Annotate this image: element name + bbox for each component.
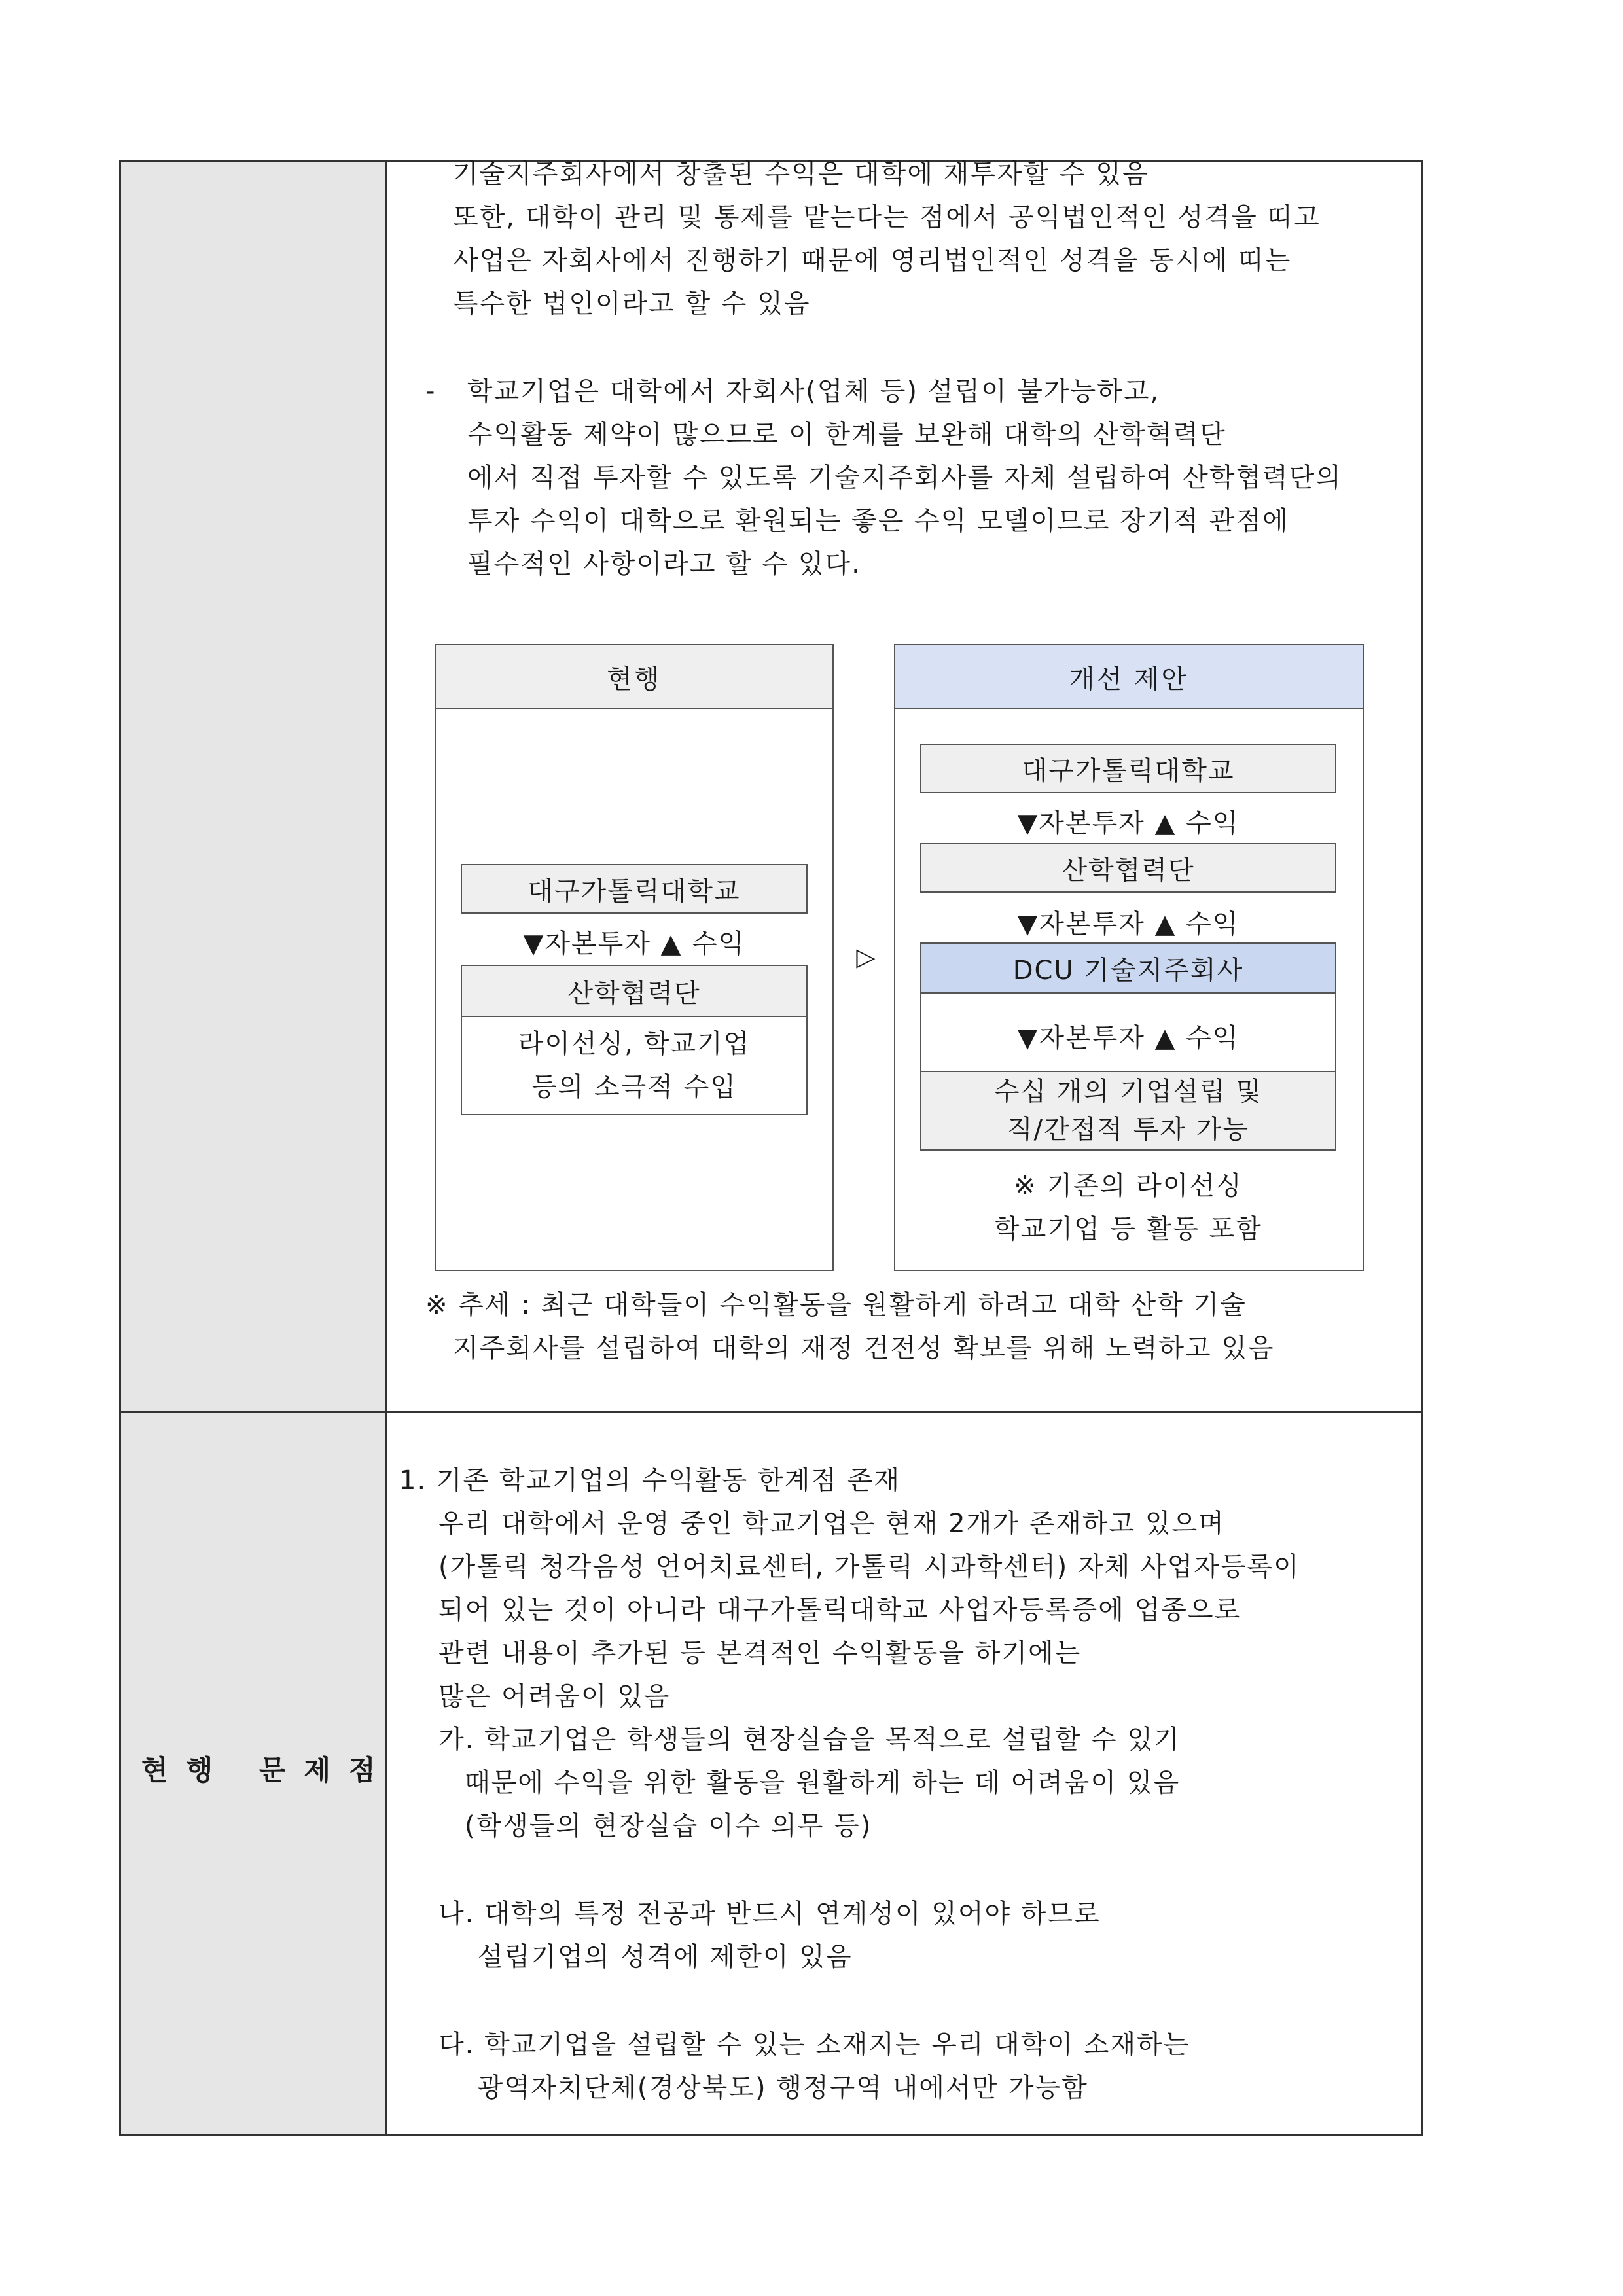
table-left-border (119, 160, 121, 2136)
text-line: 가. 학교기업은 학생들의 현장실습을 목적으로 설립할 수 있기 (438, 1725, 1181, 1755)
table-right-border (1421, 160, 1423, 2136)
text-line: (가톨릭 청각음성 언어치료센터, 가톨릭 시과학센터) 자체 사업자등록이 (438, 1552, 1300, 1582)
proposal-flow-label-3: ▼자본투자 ▲ 수익 (1017, 1023, 1240, 1053)
box-label: 대구가톨릭대학교 (1022, 755, 1235, 786)
text-line: 많은 어려움이 있음 (438, 1681, 671, 1712)
box-label: 산학협력단 (1061, 855, 1195, 886)
current-activity-box (461, 1016, 808, 1115)
holding-company-box (920, 942, 1336, 994)
text-line: 수익활동 제약이 많으므로 이 한계를 보완해 대학의 산학혁력단 (467, 420, 1226, 450)
text-line: 에서 직접 투자할 수 있도록 기술지주회사를 자체 설립하여 산학협력단의 (467, 463, 1342, 493)
text-line: 되어 있는 것이 아니라 대구가톨릭대학교 사업자등록증에 업종으로 (438, 1595, 1241, 1625)
proposal-note-line: 학교기업 등 활동 포함 (994, 1214, 1262, 1244)
box-line: 직/간접적 투자 가능 (1007, 1115, 1250, 1145)
current-panel-title: 현행 (436, 645, 832, 709)
text-line: 광역자치단체(경상북도) 행정구역 내에서만 가능함 (478, 2073, 1088, 2103)
label-column-upper (120, 161, 385, 1411)
table-column-divider (385, 160, 387, 2136)
proposal-flow-label-1: ▼자본투자 ▲ 수익 (1017, 808, 1240, 838)
text-line: 때문에 수익을 위한 활동을 원활하게 하는 데 어려움이 있음 (465, 1768, 1181, 1798)
text-line: 기술지주회사에서 창출된 수익은 대학에 재투자할 수 있음 (453, 159, 1149, 189)
current-university-box (461, 864, 808, 914)
row-label-current-issues: 현행 문제점 (141, 1754, 394, 1786)
text-line: 필수적인 사항이라고 할 수 있다. (467, 549, 861, 579)
proposal-foundation-box (920, 843, 1336, 893)
transition-arrow-icon: ▷ (856, 942, 877, 971)
text-line: 특수한 법인이라고 할 수 있음 (453, 289, 811, 319)
text-line: 사업은 자회사에서 진행하기 때문에 영리법인적인 성격을 동시에 띠는 (453, 245, 1292, 276)
table-row-divider (119, 1411, 1423, 1413)
text-line: 우리 대학에서 운영 중인 학교기업은 현재 2개가 존재하고 있으며 (438, 1509, 1225, 1539)
box-label: 산학협력단 (567, 978, 701, 1009)
text-line: 관련 내용이 추가된 등 본격적인 수익활동을 하기에는 (438, 1638, 1082, 1668)
text-line: 다. 학교기업을 설립할 수 있는 소재지는 우리 대학이 소재하는 (438, 2030, 1190, 2060)
box-line: 수십 개의 기업설립 및 (994, 1077, 1262, 1107)
proposal-panel-title: 개선 제안 (895, 645, 1363, 709)
dash-bullet: - (425, 376, 437, 406)
trend-note-line: ※ 추세 : 최근 대학들이 수익활동을 원활하게 하려고 대학 산학 기술 (425, 1290, 1247, 1320)
proposal-result-box (920, 1071, 1336, 1151)
section-heading: 1. 기존 학교기업의 수익활동 한계점 존재 (399, 1465, 901, 1496)
text-line: 나. 대학의 특정 전공과 반드시 연계성이 있어야 하므로 (438, 1899, 1101, 1929)
text-line: 또한, 대학이 관리 및 통제를 맡는다는 점에서 공익법인적인 성격을 띠고 (453, 202, 1321, 232)
proposal-university-box (920, 744, 1336, 793)
table-bottom-border (119, 2134, 1423, 2136)
text-line: 설립기업의 성격에 제한이 있음 (478, 1942, 853, 1972)
current-foundation-box (461, 965, 808, 1017)
text-line: (학생들의 현장실습 이수 의무 등) (465, 1811, 872, 1841)
proposal-flow-label-2: ▼자본투자 ▲ 수익 (1017, 909, 1240, 939)
box-label: 대구가톨릭대학교 (527, 876, 741, 906)
box-line: 라이선싱, 학교기업 (518, 1029, 751, 1059)
trend-note-line: 지주회사를 설립하여 대학의 재정 건전성 확보를 위해 노력하고 있음 (453, 1333, 1275, 1363)
box-label: DCU 기술지주회사 (1012, 955, 1244, 986)
box-line: 등의 소극적 수입 (531, 1072, 737, 1102)
proposal-note-line: ※ 기존의 라이선싱 (1014, 1171, 1243, 1201)
text-line: 학교기업은 대학에서 자회사(업체 등) 설립이 불가능하고, (467, 376, 1160, 406)
text-line: 투자 수익이 대학으로 환원되는 좋은 수익 모델이므로 장기적 관점에 (467, 506, 1289, 536)
current-flow-label: ▼자본투자 ▲ 수익 (523, 929, 745, 959)
